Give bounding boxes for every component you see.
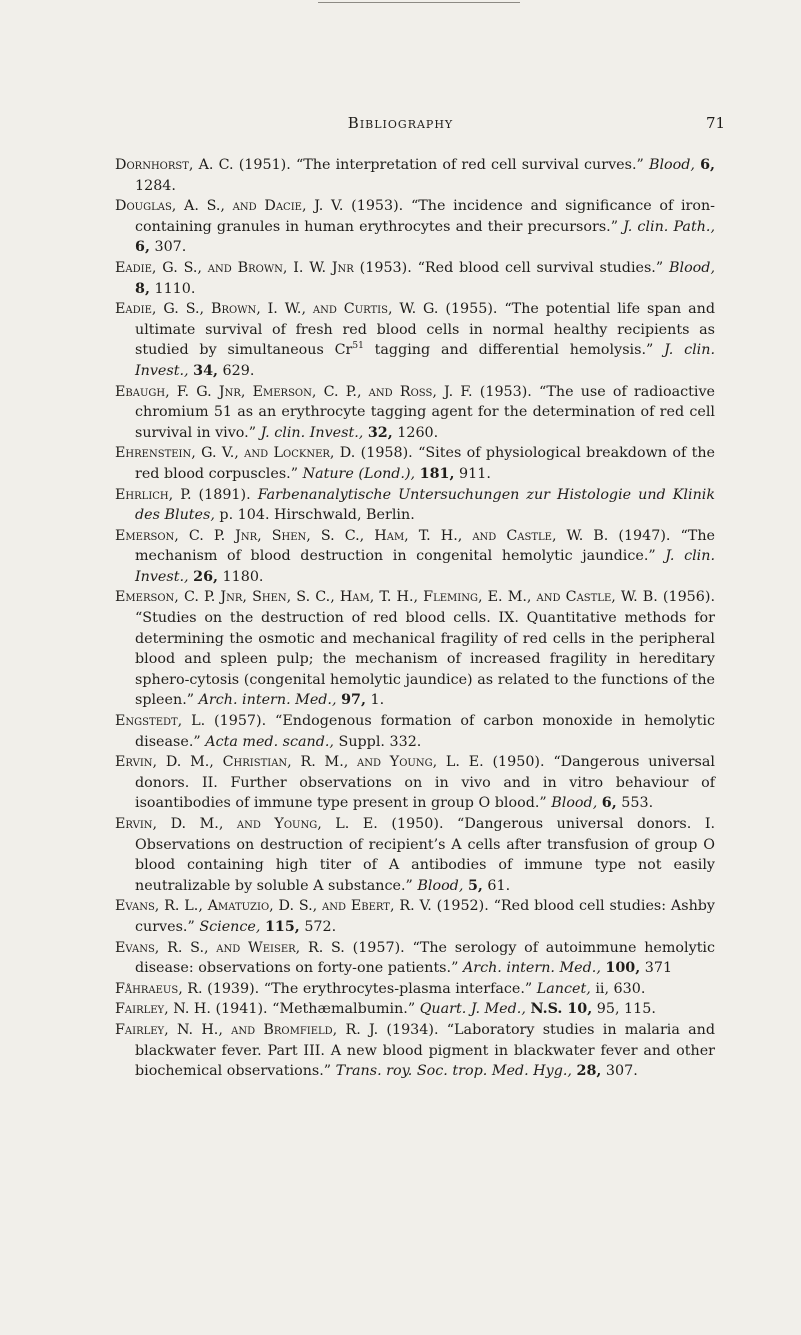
bibliography-entry: Eadie, G. S., Brown, I. W., and Curtis, W. G. (1955). “The potential life span and ultimate survival of fresh red blood cells in normal healthy recipients as studied by simultaneous Cr$^{51}$ tagging and differential hemolysis.” J. clin. Invest., 34, 629. bbox=[115, 301, 716, 379]
bibliography-entry: Evans, R. L., Amatuzio, D. S., and Ebert, R. V. (1952). “Red blood cell studies: Ashby curves.” Science, 115, 572. bbox=[115, 898, 716, 935]
bibliography-entry: Fåhraeus, R. (1939). “The erythrocytes-plasma interface.” Lancet, ii, 630. bbox=[115, 980, 646, 997]
page-header bbox=[0, 114, 801, 138]
bibliography-entry: Ehrlich, P. (1891). Farbenanalytische Untersuchungen zur Histologie und Klinik des Blutes, p. 104. Hirschwald, Berlin. bbox=[115, 486, 716, 524]
bibliography-list bbox=[115, 155, 715, 1082]
top-rule bbox=[318, 2, 520, 3]
bibliography-entry: Ervin, D. M., Christian, R. M., and Young, L. E. (1950). “Dangerous universal donors. II. Further observations on in vivo and in vitro behaviour of isoantibodies of immune type present in group O blood.” Blood, 6, 553. bbox=[115, 754, 715, 812]
bibliography-entry: Ebaugh, F. G. Jnr, Emerson, C. P., and Ross, J. F. (1953). “The use of radioactive chromium 51 as an erythrocyte tagging agent for the determination of red cell survival in vivo.” J. clin. Invest., 32, 1260. bbox=[115, 383, 716, 441]
bibliography-entry: Engstedt, L. (1957). “Endogenous formation of carbon monoxide in hemolytic disease.” Acta med. scand., Suppl. 332. bbox=[115, 713, 716, 750]
page-number: 71 bbox=[706, 114, 726, 132]
bibliography-entry: Eadie, G. S., and Brown, I. W. Jnr (1953). “Red blood cell survival studies.” Blood, 8, 1110. bbox=[115, 259, 715, 297]
bibliography-entry: Dornhorst, A. C. (1951). “The interpretation of red cell survival curves.” Blood, 6, 1284. bbox=[115, 157, 716, 194]
bibliography-entry: Ehrenstein, G. V., and Lockner, D. (1958). “Sites of physiological breakdown of the red blood corpuscles.” Nature (Lond.), 181, 911. bbox=[115, 445, 715, 482]
bibliography-entry: Emerson, C. P. Jnr, Shen, S. C., Ham, T. H., Fleming, E. M., and Castle, W. B. (1956). “Studies on the destruction of red blood cells. IX. Quantitative methods for determining the osmotic and mechanical fragility of red cells in the peripheral blood and spleen pulp; the mechanism of increased fragility in hereditary sphero-cytosis (congenital hemolytic jaundice) as related to the functions of the spleen.” Arch. intern. Med., 97, 1. bbox=[115, 589, 715, 709]
bibliography-entry: Douglas, A. S., and Dacie, J. V. (1953). “The incidence and significance of iron-containing granules in human erythrocytes and their precursors.” J. clin. Path., 6, 307. bbox=[115, 198, 716, 256]
bibliography-entry: Ervin, D. M., and Young, L. E. (1950). “Dangerous universal donors. I. Observations on destruction of recipient’s A cells after transfusion of group O blood containing high titer of A antibodies of immune type not easily neutralizable by soluble A substance.” Blood, 5, 61. bbox=[115, 816, 716, 894]
bibliography-entry: Emerson, C. P. Jnr, Shen, S. C., Ham, T. H., and Castle, W. B. (1947). “The mechanism of blood destruction in congenital hemolytic jaundice.” J. clin. Invest., 26, 1180. bbox=[115, 527, 716, 585]
running-head: Bibliography bbox=[347, 114, 454, 132]
bibliography-entry: Evans, R. S., and Weiser, R. S. (1957). “The serology of autoimmune hemolytic disease: observations on forty-one patients.” Arch. intern. Med., 100, 371 bbox=[115, 939, 716, 977]
bibliography-entry: Fairley, N. H., and Bromfield, R. J. (1934). “Laboratory studies in malaria and blackwater fever. Part III. A new blood pigment in blackwater fever and other biochemical observations.” Trans. roy. Soc. trop. Med. Hyg., 28, 307. bbox=[115, 1021, 715, 1080]
bibliography-entry: Fairley, N. H. (1941). “Methæmalbumin.” Quart. J. Med., N.S. 10, 95, 115. bbox=[115, 1001, 656, 1018]
